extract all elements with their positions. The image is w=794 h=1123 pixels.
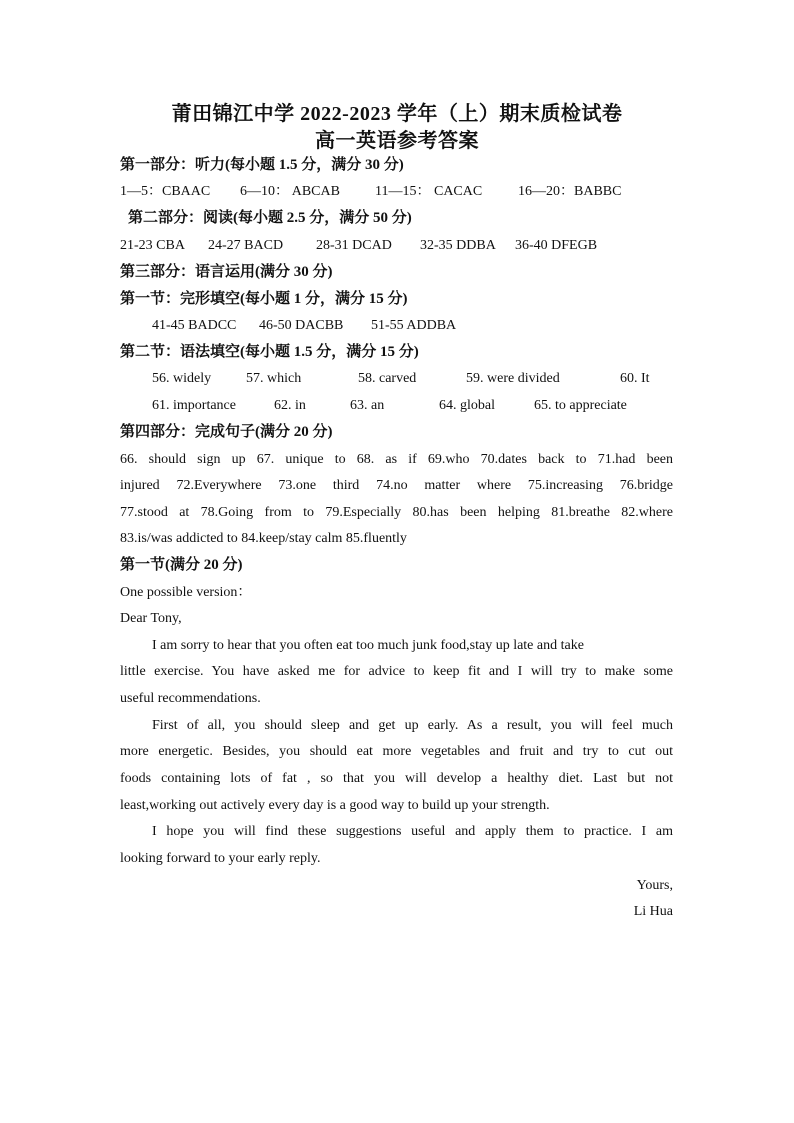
cloze-group-1: 41-45 BADCC	[152, 318, 237, 333]
part4-line-1: 66. should sign up 67. unique to 68. as if 69.who 70.dates back to 71.had been	[120, 452, 673, 467]
part1-group-2: 6—10： ABCAB	[240, 184, 340, 199]
grammar-answer-60: 60. It	[620, 371, 650, 386]
grammar-answer-64: 64. global	[439, 398, 495, 413]
letter-p2-line-4: least,working out actively every day is a good way to build up your strength.	[120, 798, 550, 813]
page-title: 莆田锦江中学 2022-2023 学年（上）期末质检试卷	[171, 103, 623, 125]
grammar-answer-62: 62. in	[274, 398, 306, 413]
part4-line-2: injured 72.Everywhere 73.one third 74.no matter where 75.increasing 76.bridge	[120, 478, 673, 493]
letter-signature: Li Hua	[633, 904, 673, 919]
grammar-answer-63: 63. an	[350, 398, 385, 413]
part2-group-1: 21-23 CBA	[120, 238, 185, 253]
letter-p1-line-1: I am sorry to hear that you often eat too much junk food,stay up late and take	[152, 638, 584, 653]
letter-p3-line-2: looking forward to your early reply.	[120, 851, 321, 866]
part2-group-3: 28-31 DCAD	[316, 238, 392, 253]
letter-p2-line-3: foods containing lots of fat , so that you will develop a healthy diet. Last but not	[120, 771, 673, 786]
cloze-group-3: 51-55 ADDBA	[371, 318, 457, 333]
part3-section1-header: 第一节：完形填空(每小题 1 分，满分 15 分)	[120, 291, 408, 307]
writing-header: 第一节(满分 20 分)	[120, 557, 243, 573]
grammar-answer-59: 59. were divided	[466, 371, 560, 386]
letter-p2-line-1: First of all, you should sleep and get up early. As a result, you will feel much	[152, 718, 673, 733]
part2-group-5: 36-40 DFEGB	[515, 238, 598, 253]
letter-p3-line-1: I hope you will find these suggestions useful and apply them to practice. I am	[152, 824, 673, 839]
part1-group-4: 16—20：BABBC	[518, 184, 622, 199]
part4-line-3: 77.stood at 78.Going from to 79.Especially 80.has been helping 81.breathe 82.where	[120, 505, 673, 520]
part1-group-3: 11—15： CACAC	[375, 184, 483, 199]
letter-salutation: Dear Tony,	[120, 611, 182, 626]
part4-line-4: 83.is/was addicted to 84.keep/stay calm 85.fluently	[120, 531, 407, 546]
grammar-answer-65: 65. to appreciate	[534, 398, 627, 413]
page-subtitle: 高一英语参考答案	[315, 130, 479, 152]
grammar-answer-56: 56. widely	[152, 371, 212, 386]
part2-group-4: 32-35 DDBA	[420, 238, 496, 253]
part2-header: 第二部分：阅读(每小题 2.5 分，满分 50 分)	[128, 210, 412, 226]
part2-group-2: 24-27 BACD	[208, 238, 284, 253]
letter-p1-line-2: little exercise. You have asked me for advice to keep fit and I will try to make some	[120, 664, 673, 679]
grammar-answer-61: 61. importance	[152, 398, 236, 413]
letter-p2-line-2: more energetic. Besides, you should eat more vegetables and fruit and try to cut out	[120, 744, 673, 759]
letter-closing: Yours,	[636, 878, 673, 893]
cloze-group-2: 46-50 DACBB	[259, 318, 344, 333]
grammar-answer-57: 57. which	[246, 371, 302, 386]
letter-p1-line-3: useful recommendations.	[120, 691, 261, 706]
grammar-answer-58: 58. carved	[358, 371, 417, 386]
writing-version-label: One possible version：	[120, 585, 252, 600]
part1-header: 第一部分：听力(每小题 1.5 分，满分 30 分)	[120, 157, 404, 173]
part4-header: 第四部分：完成句子(满分 20 分)	[120, 424, 333, 440]
part3-section2-header: 第二节：语法填空(每小题 1.5 分，满分 15 分)	[120, 344, 419, 360]
part1-group-1: 1—5：CBAAC	[120, 184, 211, 199]
part3-header: 第三部分：语言运用(满分 30 分)	[120, 264, 333, 280]
